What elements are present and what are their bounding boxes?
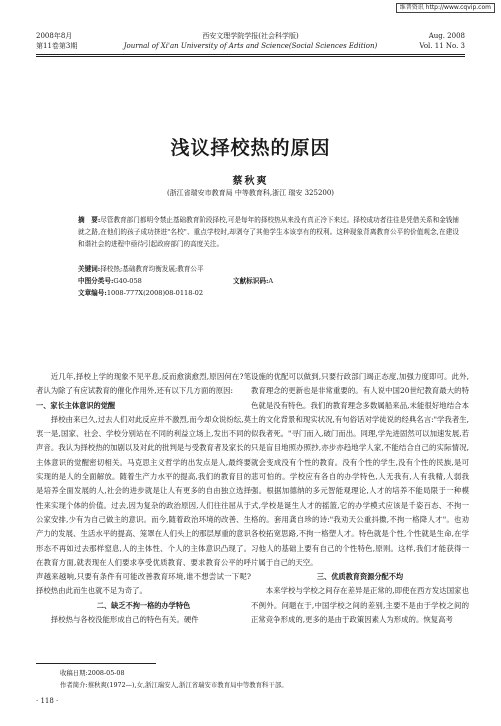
journal-name-cn: 西安文理学院学报(社会科学版)	[202, 32, 299, 40]
keywords-label: 关键词:	[78, 265, 101, 273]
keywords	[78, 263, 459, 275]
header-journal	[36, 31, 465, 51]
article-number-text: 1008-777X(2008)08-0118-02	[106, 289, 204, 297]
body-right-column	[251, 370, 469, 627]
abstract	[78, 214, 459, 250]
section-3-paragraph: 本来学校与学校之间存在差异是正常的,即使在西方发达国家也不例外。问题在于,中国学校之间的差别,主要不是由于学校之间的正常竞争形成的,更多的是由于政策因素人为形成的。恢复高考	[251, 586, 469, 625]
header-date-volume-en	[419, 31, 465, 51]
running-header	[36, 31, 465, 53]
author-affiliation: (浙江省瑞安市教育局 中等教育科,浙江 瑞安 325200)	[166, 189, 335, 197]
doc-code-label: 文献标识码:	[233, 277, 269, 285]
header-rule-thin	[36, 56, 465, 57]
clc-text: G40-058	[113, 277, 142, 285]
journal-name-en: Journal of Xi'an University of Arts and Science(Social Sciences Edition)	[123, 42, 378, 50]
section-heading-1: 一、家长主体意识的觉醒	[36, 400, 116, 410]
section-1-paragraph: 择校由来已久,过去人们对此反应并不激烈,而今却众说纷纭,莫衷一是,国家、社会、学校分别站在不同的利益立场上,发出不同的声音。我认为择校热的加剧以及对此的批判是与受教育者及家长的主体意识的觉醒密切相关。马克思主义哲学的出发点是人,最终要实现的是人的全面解放。随着生产力水平的提高,我们的教育目的是培养全面发展的人,社会的进步就是让人有更多的自由独立选择性来实现个体的价值。过去,因为复杂的政治原因,人们往往屈从于公家安排,少有为自己做主的意识。而今,随着政治环境的改善、生产力的发展、生活水平的提高、笼罩在人们头上的那层厚重的意识形态不再如过去那样窒息,人的主体性、个人的主体意识凸现了。在教育方面,就表现在人们要求享受优质教育、要求教育公平的呼声越来越响,只要有条件有可能改善教育环境,谁不想尝试一下呢?择校热由此而生也就不足为奇了。	[36, 414, 251, 596]
section-heading-3: 三、优质教育资源分配不均	[316, 572, 404, 582]
source-watermark-stamp: 维普资讯 http://www.cqvip.com	[396, 3, 495, 13]
intro-paragraph: 近几年,择校上学的现象不见平息,反而愈演愈烈,原因何在?笔者认为除了有应试教育的催化作用外,还有以下几方面的原因:	[36, 372, 251, 396]
header-rule	[36, 54, 465, 55]
section-heading-2: 二、缺乏不拘一格的办学特色	[96, 600, 191, 610]
classification-line	[78, 275, 459, 287]
abstract-text: 尽管教育部门都明令禁止基础教育阶段择校,可是每年的择校热从来没有真正冷下来过。择校成功者往往是凭借关系和金钱铺就之路,在他们的孩子成功挤进"名校"、重点学校时,却剥夺了其他学生本该享有的权利。这种现象背离教育公平的价值观念,在建设和谐社会的进程中亟待引起政府部门的高度关注。	[78, 216, 459, 248]
page-number: · 118 ·	[36, 697, 59, 705]
header-volume-issue-en: Vol. 11 No. 3	[419, 42, 465, 50]
header-volume-issue: 第11卷第3期	[36, 42, 78, 50]
section-2-paragraph-cont: 设施的优配可以做到,只要行政部门竭正态度,加强力度即可。此外,教育理念的更新也是非常重要的。有人说中国20世纪教育最大的特色就是没有特色。我们的教育理念多数属船来品,未能很好地结合本土的文化背景和现实状况,有句俗话对学徒说的经典名言:"学我者生,似我者死。"寻门而入,破门而出。同理,学先进固然可以加速发展,若只是盲目地照办照抄,亦步亦趋地学人家,不能结合自己的实际情况,就会变成没有个性的教育。没有个性的学生,没有个性的民族,是可悲可怕的。学校应有各自的办学特色,人无我有,人有我精,人弱我强。根据加德纳的多元智能观理论,人才的培养不能局限于一种模式,学校是诞生人才的摇篮,它的办学模式应该是千姿百态、不拘一格的。套用龚自珍的诗:"我劝天公重抖擞,不拘一格降人才"。也劝各校拓宽思路,不拘一格塑人才。特色就是个性,个性就是生命,在学习他人的基础上要有自己的个性特色,原则。这样,我们才能获得一片属于自己的天空。	[251, 372, 469, 567]
footnote-author-bio: 作者简介:蔡秋爽(1972—),女,浙江瑞安人,浙江省瑞安市教育局中等教育科干部。	[60, 681, 288, 689]
abstract-label: 摘 要:	[78, 216, 101, 224]
paper-author: 蔡秋爽	[232, 176, 269, 187]
footnote-received: 收稿日期:2008-05-08	[60, 669, 125, 677]
article-number-label: 文章编号:	[78, 289, 107, 297]
clc-label: 中图分类号:	[78, 277, 114, 285]
paper-title: 浅议择校热的原因	[170, 137, 331, 159]
article-number	[78, 287, 459, 299]
header-date: 2008年8月	[36, 32, 73, 40]
doc-code-text: A	[268, 277, 274, 285]
header-date-en: Aug. 2008	[428, 32, 465, 40]
footnote-rule	[36, 663, 156, 664]
section-2-paragraph-start: 择校热与各校没能形成自己的特色有关。硬件	[50, 615, 199, 625]
doc-code	[233, 275, 273, 287]
body-left-column	[36, 370, 251, 627]
keywords-text: 择校热;基础教育均衡发展;教育公平	[100, 265, 204, 273]
